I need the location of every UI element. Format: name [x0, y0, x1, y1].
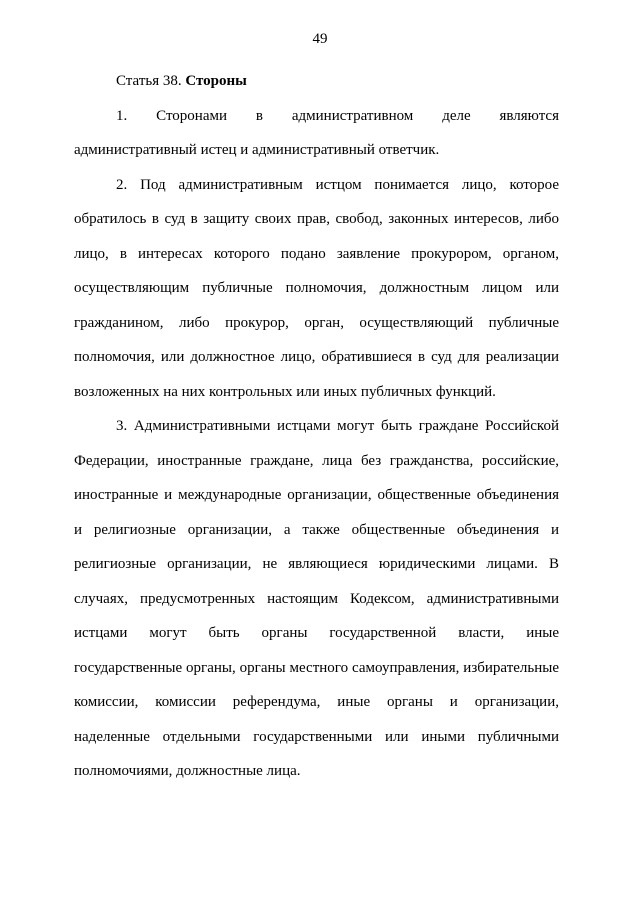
document-body — [74, 64, 559, 789]
article-paragraph-1: 1. Сторонами в административном деле являются административный истец и административный ответчик. — [74, 107, 559, 158]
article-paragraph-2: 2. Под административным истцом понимается лицо, которое обратилось в суд в защиту своих прав, свобод, законных интересов, либо лицо, в интересах которого подано заявление прокурором, органом, осуществляющим публичные полномочия, должностным лицом или гражданином, либо прокурор, орган, осуществляющий публичные полномочия, или должностное лицо, обратившиеся в суд для реализации возложенных на них контрольных или иных публичных функций. — [74, 176, 559, 400]
page-number: 49 — [312, 31, 328, 47]
article-heading — [74, 64, 559, 99]
article-paragraph-3: 3. Административными истцами могут быть граждане Российской Федерации, иностранные граждане, лица без гражданства, российские, иностранные и международные организации, общественные объединения и религиозные организации, а также общественные объединения и религиозные организации, не являющиеся юридическими лицами. В случаях, предусмотренных настоящим Кодексом, административными истцами могут быть органы государственной власти, иные государственные органы, органы местного самоуправления, избирательные комиссии, комиссии референдума, иные органы и организации, наделенные отдельными государственными или иными публичными полномочиями, должностные лица. — [74, 418, 559, 779]
article-title: Стороны — [185, 73, 247, 89]
article-label: Статья 38. — [116, 73, 186, 89]
